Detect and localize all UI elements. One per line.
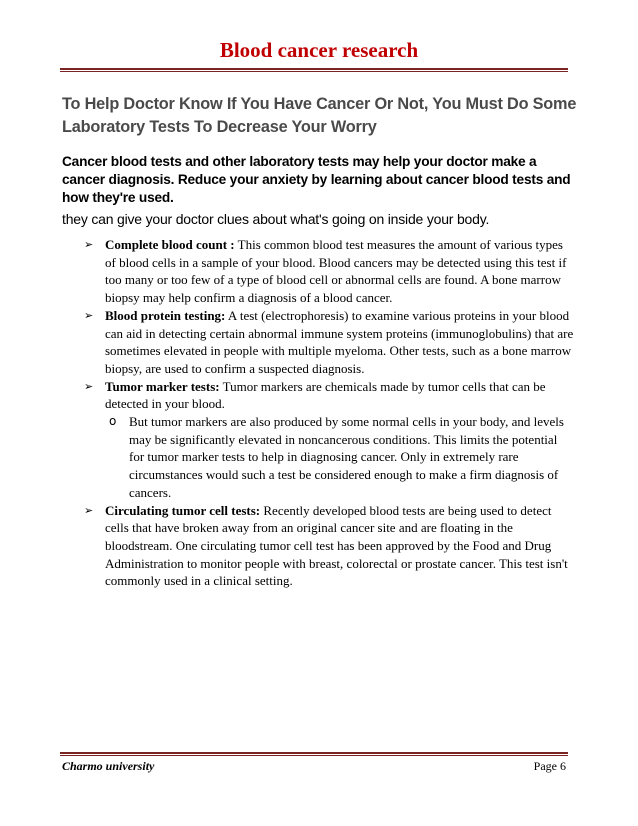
footer-institution: Charmo university bbox=[62, 759, 155, 773]
arrow-bullet-icon: ➢ bbox=[84, 503, 94, 517]
arrow-bullet-icon: ➢ bbox=[84, 308, 94, 322]
sub-list-item bbox=[84, 413, 574, 502]
list-item bbox=[84, 307, 574, 378]
page-number: Page 6 bbox=[533, 759, 566, 773]
intro-paragraph: Cancer blood tests and other laboratory tests may help your doctor make a cancer diagnosis. Reduce your anxiety by learning about cancer blood tests and how they're used. bbox=[62, 154, 571, 205]
page-title: Blood cancer research bbox=[219, 38, 419, 62]
item-text: Recently developed blood tests are being used to detect cells that have broken away from an original cancer site and are floating in the bloodstream. One circulating tumor cell test has been approved by the Food and Drug Administration to monitor people with breast, colorectal or prostate cancer. This test isn't commonly used in a clinical setting. bbox=[105, 502, 568, 589]
arrow-bullet-icon: ➢ bbox=[84, 379, 94, 393]
item-label: Tumor marker tests: bbox=[105, 378, 220, 394]
bullet-list bbox=[84, 236, 574, 590]
item-text: A test (electrophoresis) to examine various proteins in your blood can aid in detecting certain abnormal immune system proteins (immunoglobulins) that are sometimes elevated in people with multiple myeloma. Other tests, such as a bone marrow biopsy, are used to confirm a suspected diagnosis. bbox=[105, 307, 574, 376]
sub-intro-line: they can give your doctor clues about what's going on inside your body. bbox=[62, 211, 490, 227]
circle-bullet-icon: o bbox=[109, 414, 117, 429]
item-label: Complete blood count : bbox=[105, 237, 235, 252]
list-item bbox=[84, 236, 574, 307]
list-item bbox=[84, 378, 574, 413]
sub-item-text: But tumor markers are also produced by some normal cells in your body, and levels may be significantly elevated in noncancerous conditions. This limits the potential for tumor marker tests to help in diagnosing cancer. Only in extremely rare circumstances would such a test be considered enough to make a firm diagnosis of cancers. bbox=[129, 414, 564, 500]
item-label: Blood protein testing: bbox=[105, 307, 226, 323]
header-divider bbox=[60, 68, 568, 72]
footer-divider bbox=[60, 752, 568, 756]
list-item bbox=[84, 502, 574, 591]
item-label: Circulating tumor cell tests: bbox=[105, 502, 261, 518]
item-text: Tumor markers are chemicals made by tumor cells that can be detected in your blood. bbox=[105, 378, 546, 412]
item-text: This common blood test measures the amount of various types of blood cells in a sample of your blood. Blood cancers may be detected using this test if too many or too few of a type of blood cell or abnormal cells are found. A bone marrow biopsy may help confirm a diagnosis of a blood cancer. bbox=[105, 237, 567, 306]
arrow-bullet-icon: ➢ bbox=[84, 238, 94, 251]
section-heading: To Help Doctor Know If You Have Cancer Or Not, You Must Do Some Laboratory Tests To Decrease Your Worry bbox=[62, 95, 577, 136]
